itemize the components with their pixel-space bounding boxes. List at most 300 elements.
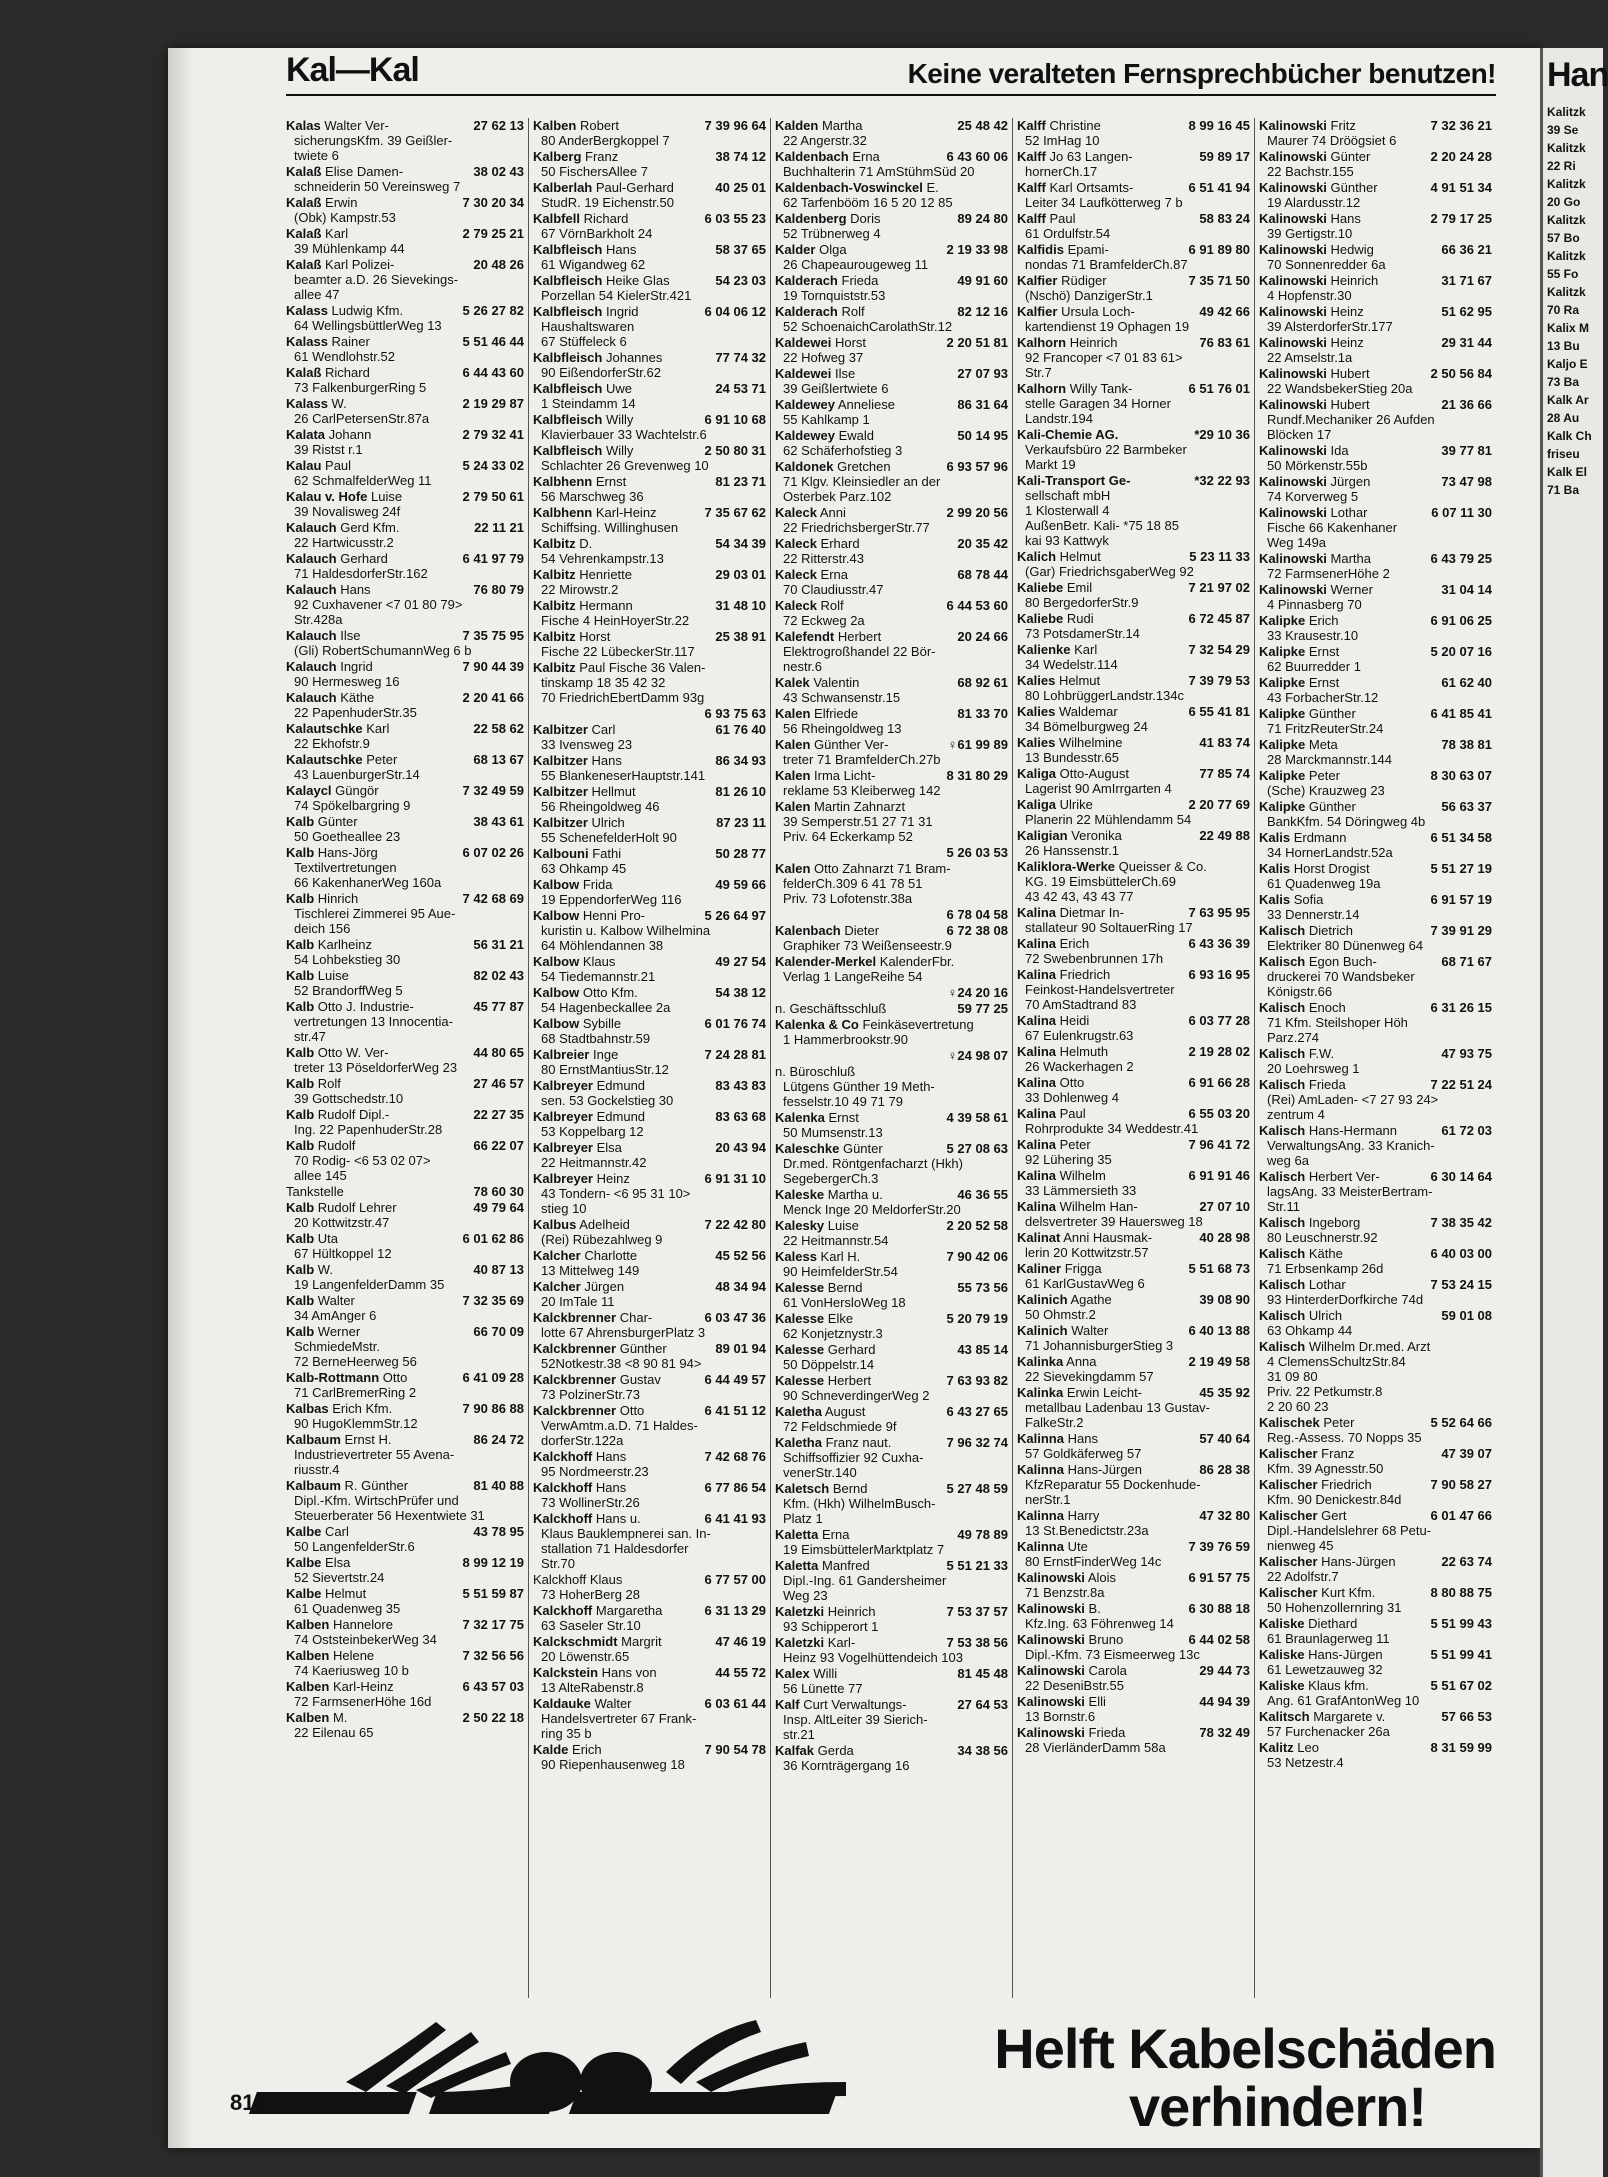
directory-entry [286, 1710, 524, 1740]
phone-number: 7 90 44 39 [462, 659, 524, 674]
entry-text [775, 1635, 943, 1650]
entry-detail: Gustav [619, 1372, 661, 1387]
entry-continuation: Leiter 34 Laufkötterweg 7 b [1025, 195, 1183, 210]
entry-continuation: 71 Kfm. Steilshoper Höh [1267, 1015, 1408, 1030]
entry-detail: Erdmann [1293, 830, 1347, 845]
entry-detail: Charlotte [584, 1248, 638, 1263]
phone-number: 5 26 03 53 [946, 845, 1008, 860]
directory-entry [775, 598, 1008, 628]
directory-entry [1259, 1169, 1492, 1214]
entry-name: Kalfier [1017, 273, 1058, 288]
entry-name: Kalinowski [1259, 211, 1327, 226]
entry-detail: Feinkäsevertretung [862, 1017, 974, 1032]
entry-text [1259, 1415, 1427, 1430]
entry-name: Kalbitzer [533, 784, 588, 799]
entry-detail: Carl [325, 1524, 349, 1539]
entry-detail: Heinz [1330, 335, 1364, 350]
entry-continuation: 13 St.Benedictstr.23a [1025, 1523, 1149, 1538]
phone-number: 89 24 80 [957, 211, 1008, 226]
entry-continuation: 39 Gertigstr.10 [1267, 226, 1353, 241]
directory-entry [286, 164, 524, 194]
entry-name: Kalbow [533, 908, 580, 923]
directory-entry [1259, 211, 1492, 241]
directory-entry [1017, 1137, 1250, 1167]
entry-text [1259, 644, 1427, 659]
phone-number: 27 64 53 [957, 1697, 1008, 1712]
entry-text [775, 675, 953, 690]
directory-entry [1259, 118, 1492, 148]
entry-text [533, 660, 762, 675]
entry-name: Kalis [1259, 892, 1291, 907]
entry-detail: Dietrich [1308, 923, 1353, 938]
entry-continuation: Dipl.-Ing. 61 Gandersheimer [783, 1573, 947, 1588]
entry-continuation: 80 BergedorferStr.9 [1025, 595, 1139, 610]
entry-detail: Ida [1330, 443, 1349, 458]
entry-continuation: 22 Amselstr.1a [1267, 350, 1353, 365]
directory-entry [1017, 1075, 1250, 1105]
entry-detail: Günther [1308, 799, 1356, 814]
entry-text [1017, 1137, 1185, 1152]
entry-text [775, 1743, 953, 1758]
entry-detail: Johann [328, 427, 372, 442]
entry-continuation: vertretungen 13 Innocentia- [294, 1014, 453, 1029]
entry-detail: Herbert Ver- [1308, 1169, 1380, 1184]
phone-number: 2 19 29 87 [462, 396, 524, 411]
entry-name: Kaldenberg [775, 211, 847, 226]
directory-entry [286, 1200, 524, 1230]
entry-detail: Elsa [596, 1140, 622, 1155]
entry-name: Kalauch [286, 659, 337, 674]
entry-detail: Robert [579, 118, 619, 133]
entry-text [1259, 706, 1427, 721]
phone-number: 6 41 09 28 [462, 1370, 524, 1385]
entry-detail: W. [317, 1262, 333, 1277]
directory-entry [775, 1697, 1008, 1742]
entry-continuation: SegebergerCh.3 [783, 1171, 879, 1186]
entry-detail: Anna [1066, 1354, 1097, 1369]
faded-stamp-text [210, 400, 250, 2000]
entry-continuation: Porzellan 54 KielerStr.421 [541, 288, 692, 303]
entry-name: Kaliske [1259, 1616, 1305, 1631]
adjacent-page-line: 22 Ri [1547, 159, 1576, 173]
entry-name: Kalbfleisch [533, 273, 603, 288]
entry-detail: Erich Kfm. [332, 1401, 393, 1416]
entry-name: Kalipke [1259, 768, 1306, 783]
entry-detail: Ulrike [1059, 797, 1093, 812]
directory-entry [533, 149, 766, 179]
entry-continuation: 93 Schipperort 1 [783, 1619, 879, 1634]
entry-continuation: SchmiedeMstr. [294, 1339, 380, 1354]
entry-text [1017, 1539, 1185, 1554]
entry-name: Kalisch [1259, 1277, 1306, 1292]
entry-detail: Horst [834, 335, 867, 350]
entry-continuation: Elektrogroßhandel 22 Bör- [783, 644, 936, 659]
directory-entry [286, 1586, 524, 1616]
directory-entry [533, 1511, 766, 1571]
entry-detail: R. Günther [344, 1478, 409, 1493]
entry-text [1017, 1013, 1185, 1028]
phone-number: 8 99 16 45 [1188, 118, 1250, 133]
directory-entry [286, 1370, 524, 1400]
entry-continuation: 22 Sievekingdamm 57 [1025, 1369, 1154, 1384]
entry-continuation: sicherungsKfm. 39 Geißler- [294, 133, 453, 148]
directory-entry [1017, 580, 1250, 610]
entry-name: Kalenka & Co [775, 1017, 859, 1032]
entry-detail: Veronika [1071, 828, 1122, 843]
entry-name: Kalisch [1259, 1000, 1306, 1015]
entry-detail: Paul [1049, 211, 1076, 226]
directory-entry [1017, 335, 1250, 380]
directory-entry [1259, 1308, 1492, 1338]
entry-continuation: 43 LauenburgerStr.14 [294, 767, 420, 782]
entry-continuation: 80 ErnstMantiusStr.12 [541, 1062, 669, 1077]
phone-number: 7 22 51 24 [1430, 1077, 1492, 1092]
entry-text [1259, 1647, 1427, 1662]
banner-line-1: Helft Kabelschäden [994, 2017, 1496, 2080]
entry-name: Kaleck [775, 536, 817, 551]
entry-detail: Lothar [1330, 505, 1368, 520]
entry-detail: Bernd [832, 1481, 868, 1496]
entry-name: Kalisch [1259, 954, 1306, 969]
entry-continuation: 50 Mumsenstr.13 [783, 1125, 883, 1140]
entry-name: Kalischer [1259, 1477, 1318, 1492]
entry-name: Kaletzki [775, 1604, 825, 1619]
entry-text [286, 968, 469, 983]
entry-text [1259, 613, 1427, 628]
entry-continuation: 22 Ritterstr.43 [783, 551, 864, 566]
directory-column [770, 118, 1012, 1998]
directory-entry [286, 690, 524, 720]
entry-name: Kalbfleisch [533, 350, 603, 365]
entry-continuation: 63 Ohkamp 44 [1267, 1323, 1353, 1338]
entry-continuation: riusstr.4 [294, 1462, 340, 1477]
entry-continuation: FalkeStr.2 [1025, 1415, 1084, 1430]
directory-entry [775, 1311, 1008, 1341]
entry-name: Kalff [1017, 118, 1046, 133]
entry-detail: Margrit [621, 1634, 662, 1649]
entry-text [286, 1076, 469, 1091]
phone-number: 7 24 28 81 [704, 1047, 766, 1062]
entry-name: Kalb [286, 1324, 315, 1339]
entry-text [1017, 273, 1185, 288]
entry-continuation: 39 Novalisweg 24f [294, 504, 401, 519]
phone-number: 8 30 63 07 [1430, 768, 1492, 783]
phone-number: 7 32 17 75 [462, 1617, 524, 1632]
entry-continuation: Rundf.Mechaniker 26 Aufden [1267, 412, 1435, 427]
directory-entry [1259, 1740, 1492, 1770]
directory-entry [1017, 1462, 1250, 1507]
entry-continuation: Markt 19 [1025, 457, 1076, 472]
entry-name: Kalinowski [1259, 180, 1327, 195]
phone-number: 29 03 01 [715, 567, 766, 582]
entry-continuation: 61 VonHersloWeg 18 [783, 1295, 906, 1310]
phone-number: 7 53 38 56 [946, 1635, 1008, 1650]
entry-name: Kalinowski [1259, 335, 1327, 350]
entry-detail: Käthe [1308, 1246, 1343, 1261]
entry-continuation: 52Notkestr.38 <8 90 81 94> [541, 1356, 702, 1371]
directory-entry [1017, 211, 1250, 241]
entry-continuation: 26 CarlPetersenStr.87a [294, 411, 430, 426]
entry-detail: Klaus kfm. [1308, 1678, 1369, 1693]
directory-entry [775, 1064, 1008, 1109]
entry-text [286, 999, 469, 1014]
entry-continuation: 90 SchneverdingerWeg 2 [783, 1388, 930, 1403]
entry-continuation: Haushaltswaren [541, 319, 635, 334]
entry-name: Kalbhenn [533, 474, 593, 489]
entry-text [533, 629, 711, 644]
entry-continuation: 26 Wackerhagen 2 [1025, 1059, 1134, 1074]
phone-number: 25 48 42 [957, 118, 1008, 133]
phone-number: 6 31 26 15 [1430, 1000, 1492, 1015]
entry-text [775, 1435, 943, 1450]
entry-name: Kalderach [775, 273, 838, 288]
entry-detail: Werner [317, 1324, 361, 1339]
directory-entry [1017, 1168, 1250, 1198]
entry-name: Kalbow [533, 1016, 580, 1031]
entry-text [533, 1217, 701, 1232]
entry-continuation: 22 Mirowstr.2 [541, 582, 619, 597]
entry-continuation: 22 Hartwicusstr.2 [294, 535, 394, 550]
entry-continuation: BankKfm. 54 Döringweg 4b [1267, 814, 1426, 829]
entry-continuation: 62 Tarfenbööm 16 5 20 12 85 [783, 195, 953, 210]
entry-detail: Christine [1049, 118, 1101, 133]
entry-continuation: 50 LangenfelderStr.6 [294, 1539, 415, 1554]
adjacent-page-line: Kalitzk [1547, 249, 1586, 263]
entry-detail: Ernst [595, 474, 627, 489]
entry-text [533, 1403, 701, 1418]
phone-number: 20 24 66 [957, 629, 1008, 644]
entry-text [533, 1140, 711, 1155]
adjacent-page-line: Kaljo E [1547, 357, 1588, 371]
entry-text [775, 428, 953, 443]
directory-entry [1017, 1431, 1250, 1461]
entry-name: Kalb [286, 845, 315, 860]
entry-continuation: lotte 67 AhrensburgerPlatz 3 [541, 1325, 706, 1340]
entry-text [1017, 642, 1185, 657]
entry-text [286, 1478, 469, 1493]
phone-number: 6 77 57 00 [704, 1572, 766, 1587]
phone-number: 2 20 77 69 [1188, 797, 1250, 812]
phone-number: 6 01 76 74 [704, 1016, 766, 1031]
entry-text [533, 567, 711, 582]
entry-text [533, 273, 711, 288]
entry-text [533, 149, 711, 164]
entry-continuation: nondas 71 BramfelderCh.87 [1025, 257, 1188, 272]
entry-text [533, 1047, 701, 1062]
entry-continuation: 71 JohannisburgerStieg 3 [1025, 1338, 1174, 1353]
entry-text [775, 799, 1004, 814]
phone-number: 6 07 11 30 [1431, 505, 1492, 520]
entry-detail: Luise [317, 968, 349, 983]
directory-entry [1017, 1106, 1250, 1136]
directory-entry [286, 1184, 524, 1199]
entry-text [286, 1262, 469, 1277]
entry-continuation: Parz.274 [1267, 1030, 1320, 1045]
entry-continuation: 4 Hopfenstr.30 [1267, 288, 1352, 303]
directory-entry [286, 1324, 524, 1369]
directory-entry [1017, 1601, 1250, 1631]
phone-number: 41 83 74 [1199, 735, 1250, 750]
entry-name: Kalb [286, 999, 315, 1014]
directory-entry [775, 629, 1008, 674]
adjacent-page-line: Kalk Ch [1547, 429, 1592, 443]
entry-detail: Martin Zahnarzt [814, 799, 906, 814]
entry-detail: Dietmar In- [1059, 905, 1124, 920]
entry-name: Kalbfleisch [533, 242, 603, 257]
entry-detail: Otto Zahnarzt 71 Bram- [814, 861, 951, 876]
phone-number: 86 31 64 [957, 397, 1008, 412]
directory-entry [775, 706, 1008, 736]
entry-continuation: 22 Heitmannstr.54 [783, 1233, 889, 1248]
phone-number: 5 20 79 19 [946, 1311, 1008, 1326]
entry-continuation: Priv. 22 Petkumstr.8 [1267, 1384, 1383, 1399]
phone-number: 6 72 45 87 [1188, 611, 1250, 626]
phone-number: 29 31 44 [1441, 335, 1492, 350]
directory-entry [1017, 1044, 1250, 1074]
phone-number: 49 91 60 [957, 273, 1008, 288]
directory-entry [1259, 706, 1492, 736]
entry-continuation: 74 Spökelbargring 9 [294, 798, 411, 813]
entry-detail: Günther Ver- [814, 737, 889, 752]
directory-entry [775, 242, 1008, 272]
phone-number: 66 22 07 [473, 1138, 524, 1153]
phone-number: 7 42 68 76 [704, 1449, 766, 1464]
entry-continuation: 90 HugoKlemmStr.12 [294, 1416, 418, 1431]
directory-entry [1017, 118, 1250, 148]
entry-continuation: 19 Alardusstr.12 [1267, 195, 1361, 210]
entry-text [775, 706, 953, 721]
entry-detail: Lothar [1308, 1277, 1346, 1292]
entry-name: Kalcher [533, 1248, 581, 1263]
entry-text [533, 1078, 711, 1093]
entry-continuation: 13 Bornstr.6 [1025, 1709, 1096, 1724]
entry-continuation: Planerin 22 Mühlendamm 54 [1025, 812, 1192, 827]
entry-text [775, 1604, 943, 1619]
entry-text [533, 412, 701, 427]
entry-detail: Edmund [596, 1109, 646, 1124]
directory-entry [286, 551, 524, 581]
phone-number: 40 25 01 [715, 180, 766, 195]
entry-text [1017, 118, 1185, 133]
directory-entry [1259, 1215, 1492, 1245]
entry-text [775, 211, 953, 226]
entry-text [286, 226, 459, 241]
entry-text [286, 721, 469, 736]
phone-number: 6 51 76 01 [1188, 381, 1250, 396]
phone-number: 8 31 80 29 [946, 768, 1008, 783]
entry-detail: Otto [1059, 1075, 1085, 1090]
phone-number: 22 27 35 [473, 1107, 524, 1122]
entry-continuation: Feinkost-Handelsvertreter [1025, 982, 1175, 997]
phone-number: 54 38 12 [715, 985, 766, 1000]
directory-entry [775, 1435, 1008, 1480]
phone-number: 5 26 27 82 [462, 303, 524, 318]
directory-entry [286, 458, 524, 488]
directory-entry [533, 877, 766, 907]
entry-continuation: 1 Hammerbrookstr.90 [783, 1032, 908, 1047]
entry-detail: Ute [1067, 1539, 1088, 1554]
directory-entry [286, 1107, 524, 1137]
directory-entry [775, 1249, 1008, 1279]
directory-entry [1259, 149, 1492, 179]
entry-continuation: 73 PotsdamerStr.14 [1025, 626, 1140, 641]
entry-text [286, 458, 459, 473]
phone-number: 6 41 41 93 [704, 1511, 766, 1526]
entry-continuation: Str.428a [294, 612, 343, 627]
entry-detail: B. [1088, 1601, 1101, 1616]
phone-number: 2 50 22 18 [462, 1710, 524, 1725]
directory-entry [1017, 1323, 1250, 1353]
entry-text [1259, 1678, 1427, 1693]
entry-detail: Hinrich [317, 891, 359, 906]
entry-name: Kalipke [1259, 675, 1306, 690]
entry-name: Kalinka [1017, 1354, 1064, 1369]
entry-detail: Käthe [340, 690, 375, 705]
entry-text [533, 1634, 711, 1649]
entry-detail: Karl-Heinz [332, 1679, 394, 1694]
phone-number: 7 53 24 15 [1430, 1277, 1492, 1292]
phone-number: 7 22 42 80 [704, 1217, 766, 1232]
entry-continuation: Str.7 [1025, 365, 1052, 380]
entry-name: Kalbfleisch [533, 304, 603, 319]
page-number: 816 [230, 2090, 267, 2115]
entry-text [1259, 551, 1427, 566]
entry-detail: Günter [317, 814, 358, 829]
entry-name: Kalauch [286, 690, 337, 705]
phone-number: 6 04 06 12 [704, 304, 766, 319]
directory-entry [533, 443, 766, 473]
entry-text [775, 861, 1004, 876]
phone-number: ♀24 20 16 [947, 985, 1008, 1000]
entry-name: Kalesse [775, 1280, 825, 1295]
page-binding-edge [168, 48, 194, 2148]
entry-continuation: 13 Bundesstr.65 [1025, 750, 1119, 765]
entry-text [533, 1310, 701, 1325]
directory-entry [1259, 1123, 1492, 1168]
entry-continuation: nerStr.1 [1025, 1492, 1071, 1507]
entry-name: Kalbfleisch [533, 443, 603, 458]
entry-continuation: nienweg 45 [1267, 1538, 1334, 1553]
phone-number: 2 20 51 81 [946, 335, 1008, 350]
entry-text [533, 985, 711, 1000]
entry-name: Kalischer [1259, 1446, 1318, 1461]
entry-name: Kalienke [1017, 642, 1071, 657]
entry-continuation: 90 EißendorferStr.62 [541, 365, 661, 380]
directory-entry [286, 999, 524, 1044]
entry-text [286, 427, 459, 442]
entry-name: Kalbfleisch [533, 381, 603, 396]
page-header-slogan: Keine veralteten Fernsprechbücher benutzen! [907, 58, 1496, 89]
phone-number: 81 23 71 [715, 474, 766, 489]
entry-continuation: 26 Chapeaurougeweg 11 [783, 257, 929, 272]
entry-text [286, 1555, 459, 1570]
entry-text [1259, 1123, 1437, 1138]
phone-number: 81 33 70 [957, 706, 1008, 721]
directory-entry [775, 1604, 1008, 1634]
phone-number: 49 42 66 [1199, 304, 1250, 319]
entry-continuation: zentrum 4 [1267, 1107, 1325, 1122]
entry-text [775, 1481, 943, 1496]
entry-text [286, 1432, 469, 1447]
directory-entry [775, 845, 1008, 860]
directory-entry [1017, 1385, 1250, 1430]
entry-detail: Friedrich [1321, 1477, 1372, 1492]
entry-text [286, 1710, 459, 1725]
directory-entry [533, 211, 766, 241]
entry-name: Kalinowski [1259, 474, 1327, 489]
entry-continuation: 22 Eilenau 65 [294, 1725, 374, 1740]
entry-name: Kaldewey [775, 397, 835, 412]
